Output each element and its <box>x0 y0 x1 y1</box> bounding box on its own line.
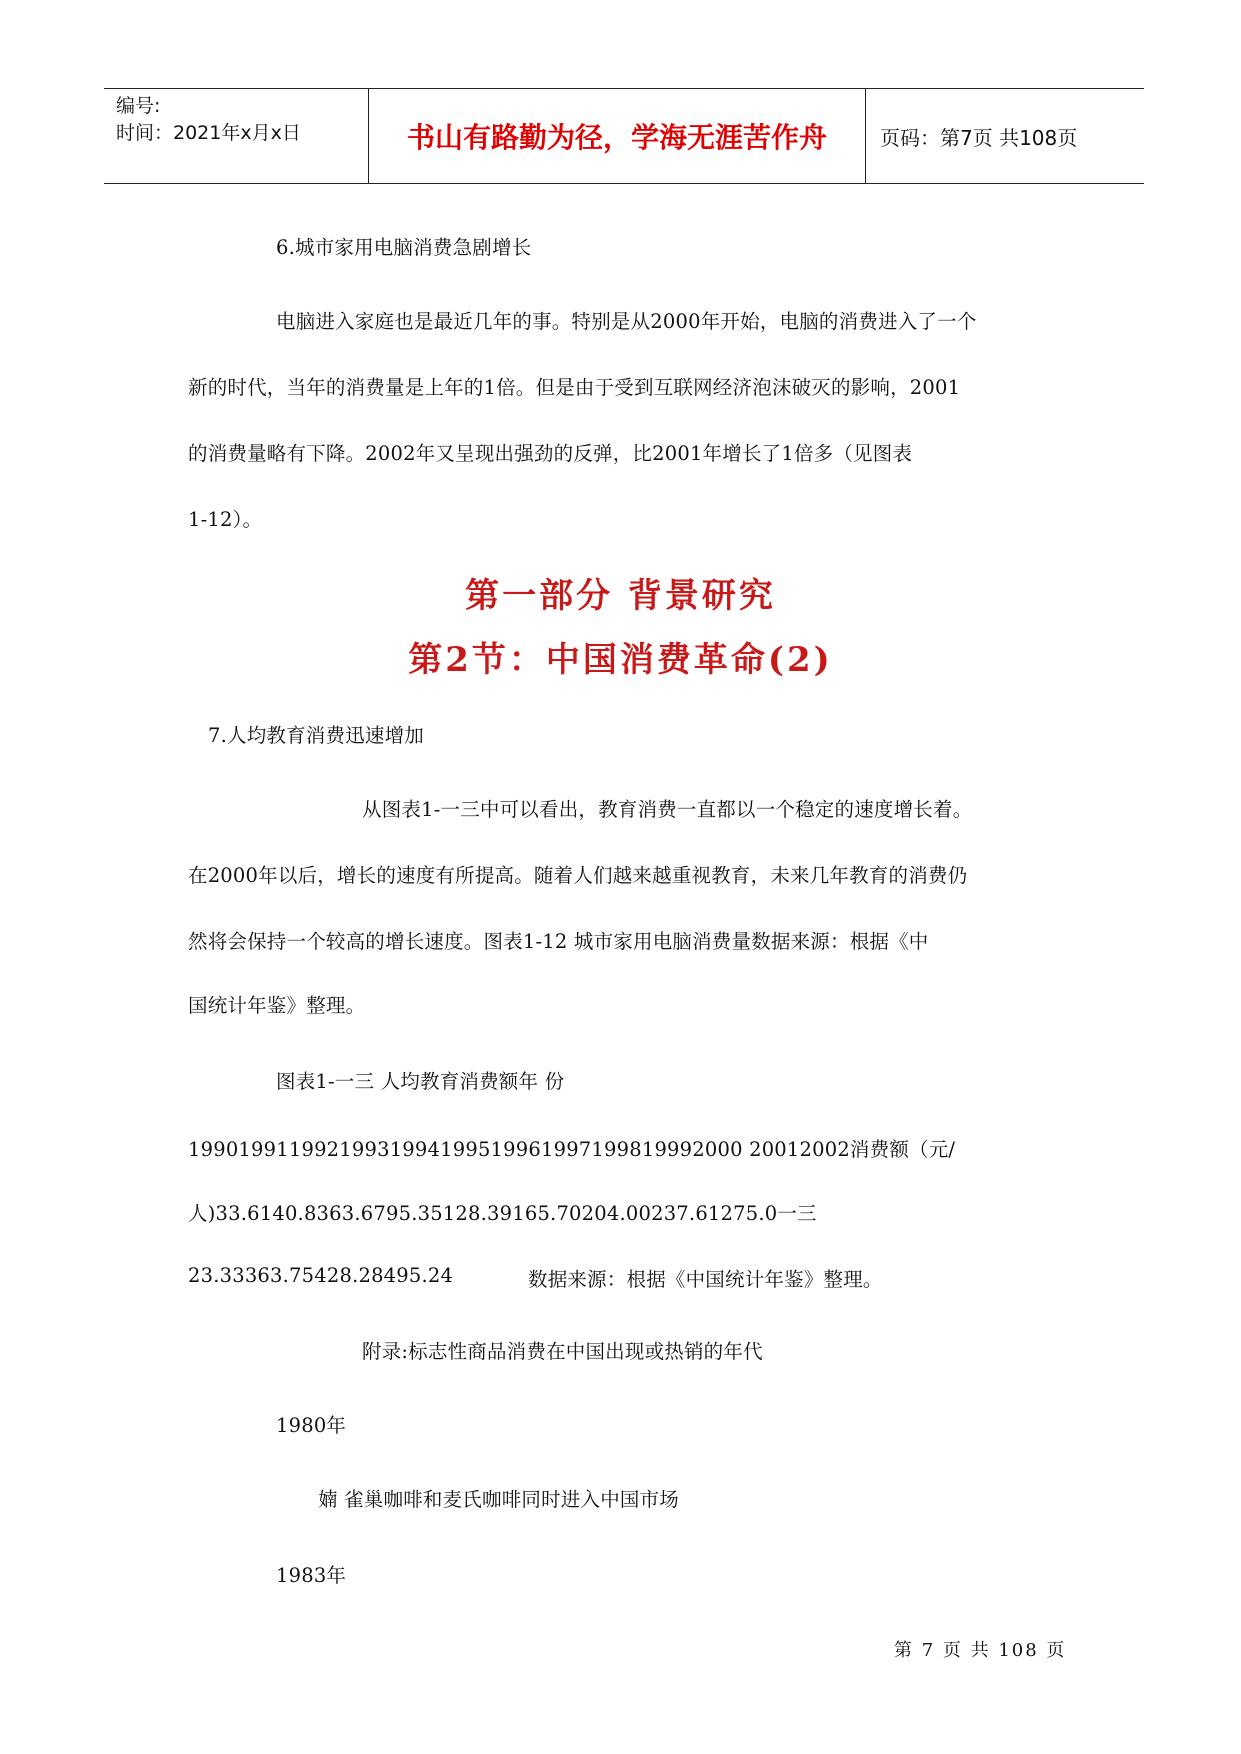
table-data-line: 23.33363.75428.28495.24 <box>188 1264 454 1287</box>
list-item: 婻 雀巢咖啡和麦氏咖啡同时进入中国市场 <box>318 1488 679 1511</box>
data-source-note: 数据来源：根据《中国统计年鉴》整理。 <box>528 1268 883 1291</box>
year-label: 1980年 <box>276 1414 347 1437</box>
page-footer: 第 7 页 共 108 页 <box>894 1640 1067 1661</box>
header-meta <box>104 89 369 183</box>
paragraph-line: 从图表1-一三中可以看出，教育消费一直都以一个稳定的速度增长着。 <box>362 798 973 821</box>
paragraph-line: 电脑进入家庭也是最近几年的事。特别是从2000年开始，电脑的消费进入了一个 <box>276 310 977 333</box>
header-page-info: 页码：第7页 共108页 <box>880 125 1078 150</box>
paragraph-line: 国统计年鉴》整理。 <box>188 994 366 1017</box>
section-heading: 第2节：中国消费革命(2) <box>408 640 833 680</box>
section-7-title: 7.人均教育消费迅速增加 <box>208 724 425 747</box>
paragraph-line: 的消费量略有下降。2002年又呈现出强劲的反弹，比2001年增长了1倍多（见图表 <box>188 442 913 465</box>
section-6-title: 6.城市家用电脑消费急剧增长 <box>276 236 532 259</box>
header-motto: 书山有路勤为径，学海无涯苦作舟 <box>369 89 866 183</box>
page-header <box>104 88 1144 184</box>
table-data-line: 人)33.6140.8363.6795.35128.39165.70204.00237.61275.0一三 <box>188 1202 817 1225</box>
chart-caption: 图表1-一三 人均教育消费额年 份 <box>276 1070 565 1093</box>
part-heading: 第一部分 背景研究 <box>465 576 776 616</box>
document-number-label: 编号: <box>116 95 161 117</box>
paragraph-line: 新的时代，当年的消费量是上年的1倍。但是由于受到互联网经济泡沫破灭的影响，2001 <box>188 376 961 399</box>
table-data-line: 19901991199219931994199519961997199819992000 20012002消费额（元/ <box>188 1138 956 1161</box>
document-time-label: 时间：2021年x月x日 <box>116 122 301 144</box>
paragraph-line: 然将会保持一个较高的增长速度。图表1-12 城市家用电脑消费量数据来源：根据《中 <box>188 930 929 953</box>
appendix-title: 附录:标志性商品消费在中国出现或热销的年代 <box>362 1340 763 1363</box>
year-label: 1983年 <box>276 1564 347 1587</box>
paragraph-line: 1-12）。 <box>188 508 263 531</box>
paragraph-line: 在2000年以后，增长的速度有所提高。随着人们越来越重视教育，未来几年教育的消费仍 <box>188 864 968 887</box>
